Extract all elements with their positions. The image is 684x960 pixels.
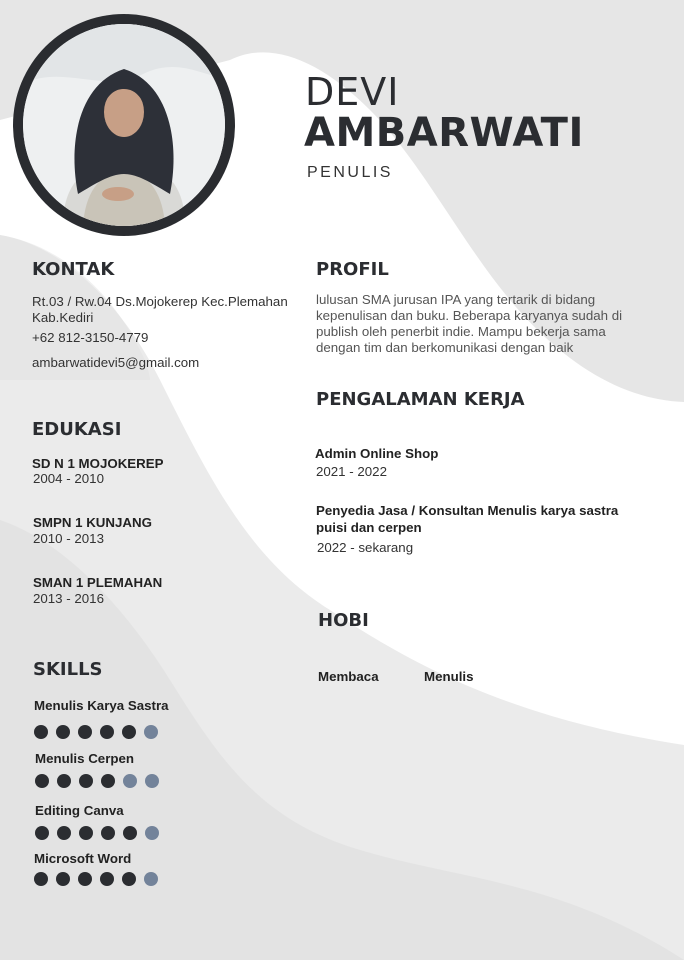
hobby-item: Menulis — [424, 669, 474, 684]
first-name: DEVI — [305, 70, 400, 114]
skills-heading: SKILLS — [33, 659, 103, 680]
skill-dot-filled — [34, 725, 48, 739]
contact-phone: +62 812-3150-4779 — [32, 330, 149, 345]
skill-rating — [34, 725, 158, 739]
skill-dot-empty — [123, 774, 137, 788]
experience-period: 2022 - sekarang — [317, 540, 414, 555]
contact-address: Rt.03 / Rw.04 Ds.Mojokerep Kec.Plemahan Kab.Kediri — [32, 294, 288, 325]
profile-photo — [13, 14, 235, 236]
hobbies-heading: HOBI — [318, 610, 369, 631]
experience-title: Admin Online Shop — [315, 446, 439, 461]
education-school: SD N 1 MOJOKEREP — [32, 456, 164, 471]
experience-title: Penyedia Jasa / Konsultan Menulis karya sastra puisi dan cerpen — [316, 503, 619, 535]
experience-period: 2021 - 2022 — [316, 464, 387, 479]
skill-name: Menulis Cerpen — [35, 751, 135, 766]
skill-dot-filled — [123, 826, 137, 840]
experience-heading: PENGALAMAN KERJA — [316, 389, 525, 410]
skill-name: Editing Canva — [35, 803, 124, 818]
education-years: 2013 - 2016 — [33, 591, 104, 606]
education-school: SMPN 1 KUNJANG — [33, 515, 152, 530]
avatar — [23, 24, 225, 226]
skill-dot-filled — [100, 872, 114, 886]
skill-dot-filled — [35, 826, 49, 840]
skill-dot-empty — [145, 826, 159, 840]
profile-heading: PROFIL — [316, 259, 389, 280]
contact-heading: KONTAK — [32, 259, 115, 280]
skill-dot-empty — [145, 774, 159, 788]
hobby-item: Membaca — [318, 669, 379, 684]
skill-dot-filled — [79, 774, 93, 788]
skill-dot-filled — [57, 774, 71, 788]
skill-rating — [35, 774, 159, 788]
job-title: PENULIS — [307, 164, 393, 181]
skill-rating — [34, 872, 158, 886]
education-school: SMAN 1 PLEMAHAN — [33, 575, 163, 590]
skill-dot-filled — [122, 872, 136, 886]
profile-text: lulusan SMA jurusan IPA yang tertarik di bidang kepenulisan dan buku. Beberapa karyanya sudah di publish oleh penerbit indie. Mampu bekerja sama dengan tim dan berkomunikasi dengan baik — [316, 292, 623, 355]
education-years: 2004 - 2010 — [33, 471, 104, 486]
skill-name: Microsoft Word — [34, 851, 132, 866]
skill-dot-empty — [144, 725, 158, 739]
education-heading: EDUKASI — [32, 419, 122, 440]
skill-name: Menulis Karya Sastra — [34, 698, 169, 713]
skill-dot-filled — [34, 872, 48, 886]
skill-dot-filled — [78, 725, 92, 739]
last-name: AMBARWATI — [304, 110, 584, 156]
skill-dot-empty — [144, 872, 158, 886]
skill-dot-filled — [101, 826, 115, 840]
skill-dot-filled — [122, 725, 136, 739]
skill-dot-filled — [56, 725, 70, 739]
skill-dot-filled — [56, 872, 70, 886]
contact-email: ambarwatidevi5@gmail.com — [32, 355, 200, 370]
skill-dot-filled — [35, 774, 49, 788]
skill-dot-filled — [57, 826, 71, 840]
skill-dot-filled — [79, 826, 93, 840]
skill-dot-filled — [101, 774, 115, 788]
education-years: 2010 - 2013 — [33, 531, 104, 546]
skill-dot-filled — [100, 725, 114, 739]
skill-dot-filled — [78, 872, 92, 886]
skill-rating — [35, 826, 159, 840]
